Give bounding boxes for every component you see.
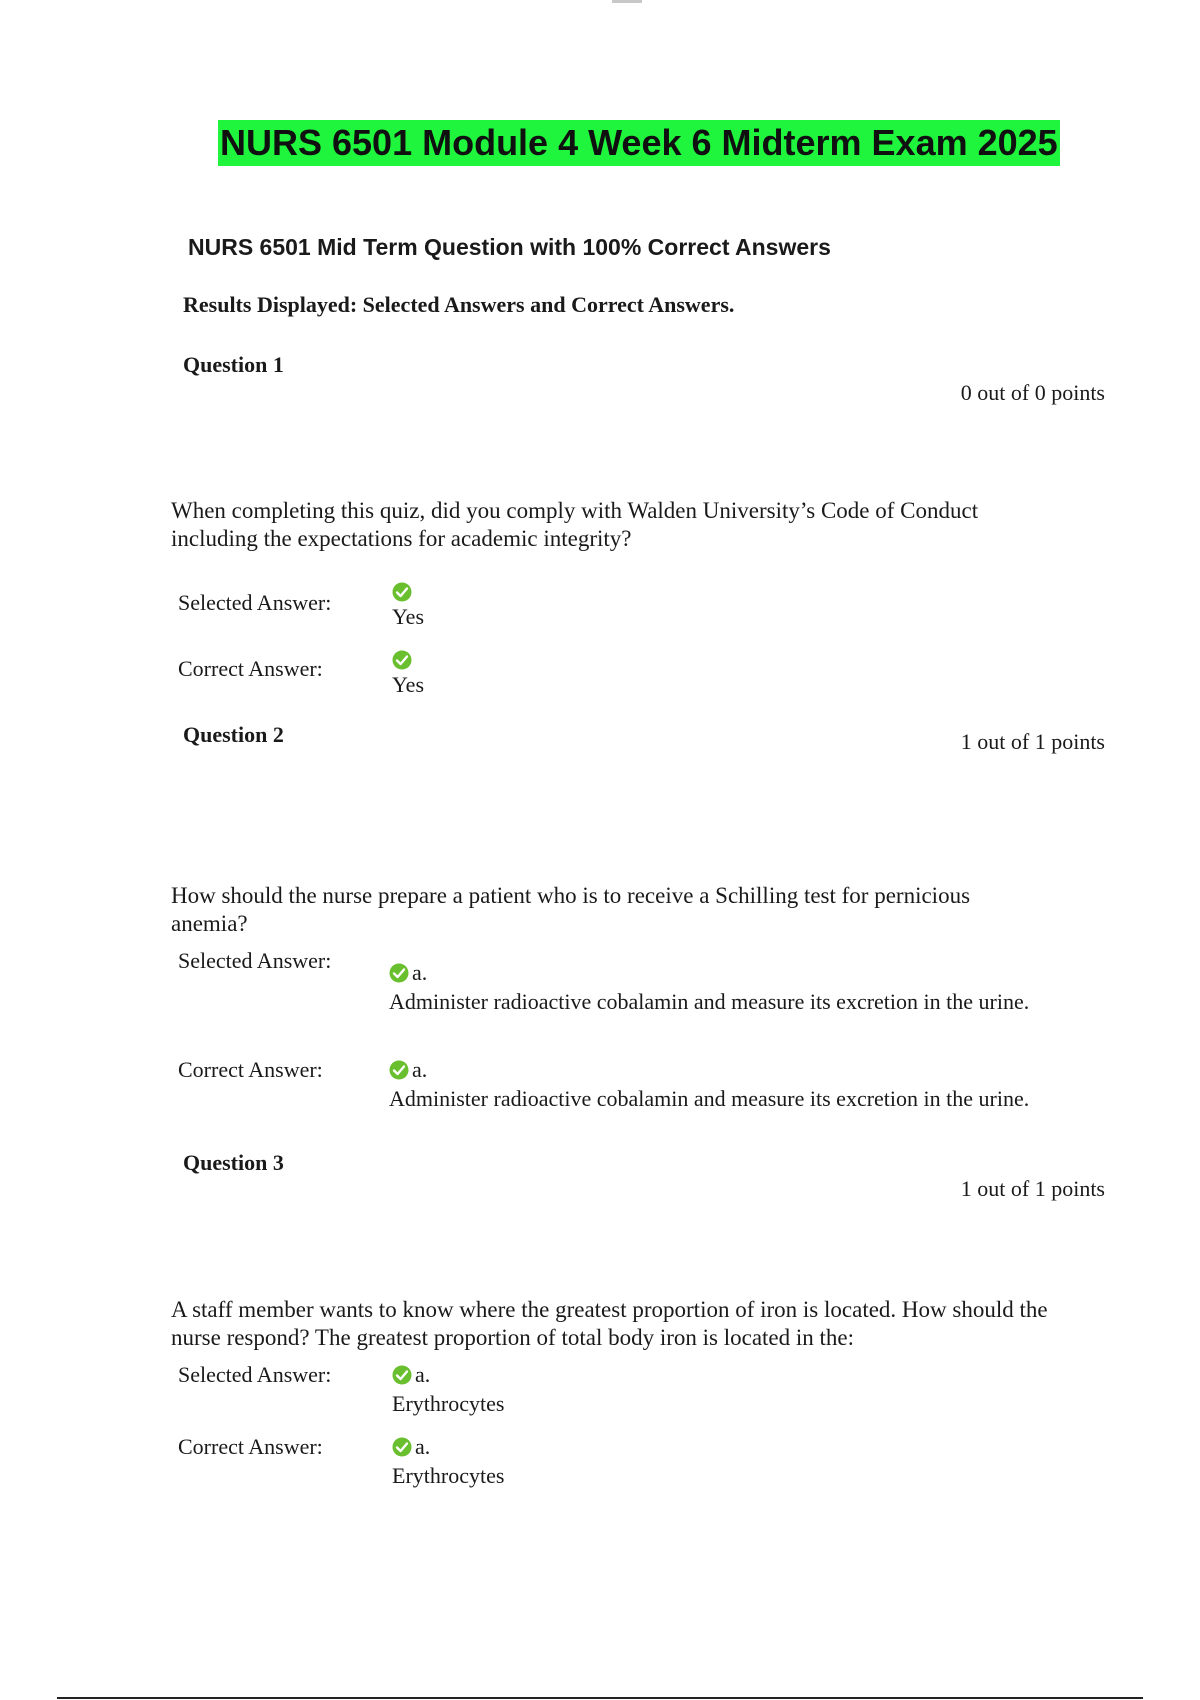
correct-check-icon <box>392 650 412 670</box>
page-top-mark <box>612 0 642 3</box>
question-2-heading: Question 2 <box>183 722 284 747</box>
question-2-selected-text: Administer radioactive cobalamin and measure its excretion in the urine. <box>389 989 1030 1014</box>
page-bottom-rule <box>57 1697 1143 1699</box>
question-3-correct-answer <box>392 1432 1052 1490</box>
question-3-correct-letter: a. <box>415 1434 431 1459</box>
correct-check-icon <box>392 1365 412 1385</box>
question-1-selected-answer <box>392 582 1052 631</box>
question-2-correct-text: Administer radioactive cobalamin and measure its excretion in the urine. <box>389 1086 1030 1111</box>
document-subtitle: NURS 6501 Mid Term Question with 100% Correct Answers <box>188 234 831 260</box>
question-2-text: How should the nurse prepare a patient who is to receive a Schilling test for pernicious anemia? <box>171 883 971 936</box>
question-3-points: 1 out of 1 points <box>960 1176 1105 1201</box>
question-1-selected-text: Yes <box>392 604 425 629</box>
question-1-correct-label: Correct Answer: <box>178 656 323 681</box>
question-2-correct-answer <box>389 1055 1049 1113</box>
question-2-correct-label: Correct Answer: <box>178 1057 323 1082</box>
question-2-selected-answer <box>389 958 1049 1016</box>
question-3-text: A staff member wants to know where the greatest proportion of iron is located. How should the nurse respond? The greatest proportion of total body iron is located in the: <box>171 1297 1048 1350</box>
question-1-points: 0 out of 0 points <box>960 380 1105 405</box>
question-3-selected-letter: a. <box>415 1362 431 1387</box>
question-1-text: When completing this quiz, did you comply with Walden University’s Code of Conduct including the expectations for academic integrity? <box>171 498 979 551</box>
correct-check-icon <box>392 1437 412 1457</box>
question-3-correct-text: Erythrocytes <box>392 1463 505 1488</box>
question-2-correct-letter: a. <box>412 1057 428 1082</box>
correct-check-icon <box>389 963 409 983</box>
question-3-selected-answer <box>392 1360 1052 1418</box>
correct-check-icon <box>389 1060 409 1080</box>
question-3-selected-label: Selected Answer: <box>178 1362 332 1387</box>
question-2-selected-label: Selected Answer: <box>178 948 332 973</box>
correct-check-icon <box>392 582 412 602</box>
question-1-correct-answer <box>392 650 1052 699</box>
results-displayed-line: Results Displayed: Selected Answers and Correct Answers. <box>183 292 735 317</box>
question-3-heading: Question 3 <box>183 1150 284 1175</box>
question-1-heading: Question 1 <box>183 352 284 377</box>
document-title: NURS 6501 Module 4 Week 6 Midterm Exam 2025 <box>218 120 1060 166</box>
question-3-correct-label: Correct Answer: <box>178 1434 323 1459</box>
question-3-selected-text: Erythrocytes <box>392 1391 505 1416</box>
question-1-correct-text: Yes <box>392 672 425 697</box>
question-2-points: 1 out of 1 points <box>960 729 1105 754</box>
question-2-selected-letter: a. <box>412 960 428 985</box>
question-1-selected-label: Selected Answer: <box>178 590 332 615</box>
